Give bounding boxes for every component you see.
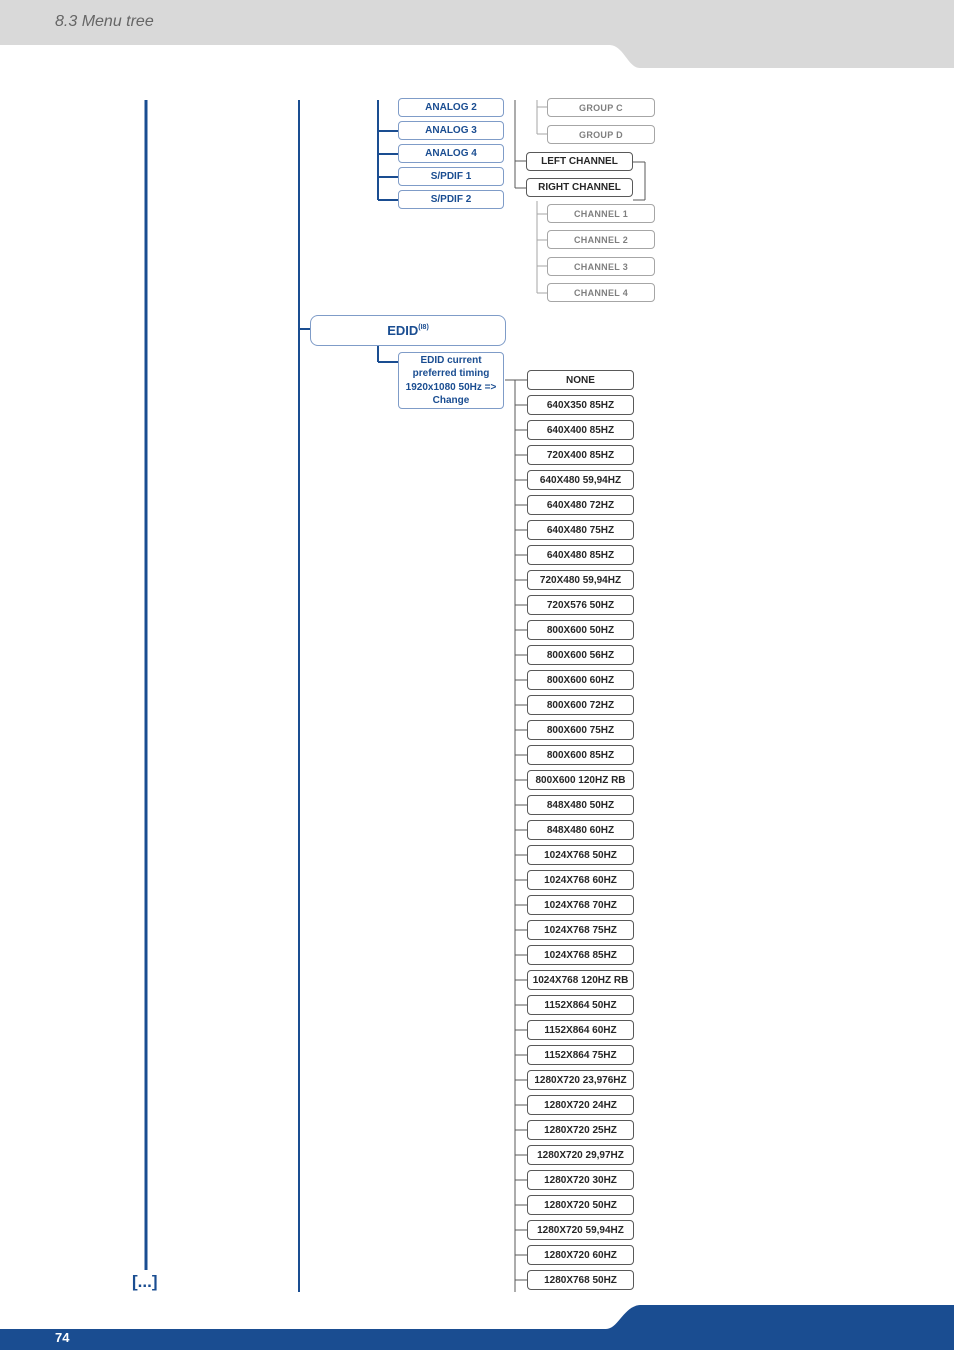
timing-option[interactable]: 640X350 85HZ [527,395,634,415]
menu-item-analog-3[interactable]: ANALOG 3 [398,121,504,140]
continuation-marker: [...] [132,1272,158,1291]
timing-option[interactable]: 1280X768 50HZ [527,1270,634,1290]
timing-option[interactable]: 1024X768 120HZ RB [527,970,634,990]
timing-option[interactable]: 1280X720 29,97HZ [527,1145,634,1165]
timing-option[interactable]: 1280X720 60HZ [527,1245,634,1265]
menu-item-channel-3[interactable]: CHANNEL 3 [547,257,655,276]
timing-option[interactable]: 1280X720 30HZ [527,1170,634,1190]
timing-option[interactable]: 800X600 75HZ [527,720,634,740]
timing-option[interactable]: 800X600 120HZ RB [527,770,634,790]
timing-option[interactable]: 1024X768 75HZ [527,920,634,940]
timing-option[interactable]: 800X600 85HZ [527,745,634,765]
menu-item-edid-current-timing[interactable]: EDID current preferred timing 1920x1080 50Hz => Change [398,352,504,409]
timing-option[interactable]: 1280X720 25HZ [527,1120,634,1140]
timing-option[interactable]: 640X480 75HZ [527,520,634,540]
timing-option[interactable]: 848X480 50HZ [527,795,634,815]
timing-option[interactable]: NONE [527,370,634,390]
timing-option[interactable]: 1152X864 50HZ [527,995,634,1015]
timing-option[interactable]: 1280X720 59,94HZ [527,1220,634,1240]
timing-option[interactable]: 800X600 60HZ [527,670,634,690]
menu-item-channel-4[interactable]: CHANNEL 4 [547,283,655,302]
timing-option[interactable]: 1152X864 75HZ [527,1045,634,1065]
menu-item-analog-4[interactable]: ANALOG 4 [398,144,504,163]
menu-item-group-d[interactable]: GROUP D [547,125,655,144]
timing-option[interactable]: 1280X720 50HZ [527,1195,634,1215]
timing-option[interactable]: 800X600 56HZ [527,645,634,665]
timing-option[interactable]: 800X600 72HZ [527,695,634,715]
timing-option[interactable]: 800X600 50HZ [527,620,634,640]
timing-option[interactable]: 640X400 85HZ [527,420,634,440]
timing-option[interactable]: 1152X864 60HZ [527,1020,634,1040]
timing-option[interactable]: 720X480 59,94HZ [527,570,634,590]
timing-option[interactable]: 720X400 85HZ [527,445,634,465]
timing-option[interactable]: 640X480 85HZ [527,545,634,565]
timing-option[interactable]: 848X480 60HZ [527,820,634,840]
edid-label: EDID [387,323,419,338]
timing-option[interactable]: 1280X720 23,976HZ [527,1070,634,1090]
page-number: 74 [55,1330,70,1345]
page-title: 8.3 Menu tree [55,13,154,30]
menu-item-left-channel[interactable]: LEFT CHANNEL [526,152,633,171]
timing-option[interactable]: 720X576 50HZ [527,595,634,615]
menu-item-channel-1[interactable]: CHANNEL 1 [547,204,655,223]
menu-item-group-c[interactable]: GROUP C [547,98,655,117]
menu-item-spdif-2[interactable]: S/PDIF 2 [398,190,504,209]
menu-item-edid[interactable] [310,315,506,346]
menu-item-right-channel[interactable]: RIGHT CHANNEL [526,178,633,197]
timing-option[interactable]: 1024X768 85HZ [527,945,634,965]
timing-option[interactable]: 640X480 59,94HZ [527,470,634,490]
timing-option[interactable]: 1024X768 70HZ [527,895,634,915]
menu-item-channel-2[interactable]: CHANNEL 2 [547,230,655,249]
timing-option[interactable]: 1024X768 60HZ [527,870,634,890]
timing-option[interactable]: 640X480 72HZ [527,495,634,515]
footer-bar [0,1300,954,1350]
timing-option[interactable]: 1280X720 24HZ [527,1095,634,1115]
menu-item-analog-2[interactable]: ANALOG 2 [398,98,504,117]
timing-option[interactable]: 1024X768 50HZ [527,845,634,865]
menu-item-spdif-1[interactable]: S/PDIF 1 [398,167,504,186]
edid-footnote-ref: (I8) [418,324,429,331]
